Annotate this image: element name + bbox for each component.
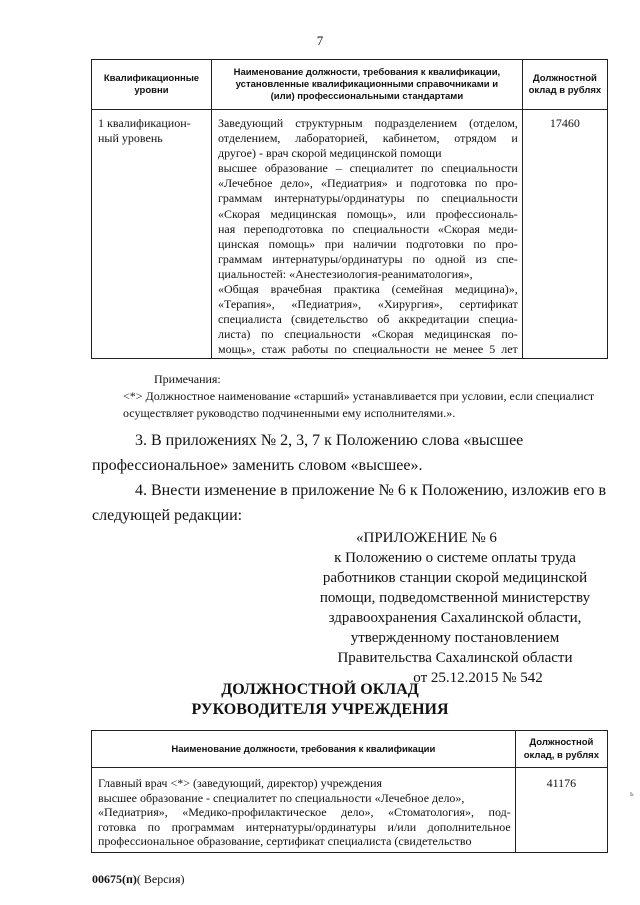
- table-row: [92, 768, 608, 853]
- table-header-row: [92, 731, 608, 768]
- qualification-table: [91, 59, 608, 359]
- description-line: другое) - врач скорой медицинской помощи: [217, 146, 442, 161]
- document-version: ( Версия): [136, 872, 185, 886]
- note-text: <*> Должностное наименование «старший» устанавливается при условии, если специалист осуществляет руководство подчиненными ему исполнителями.».: [123, 389, 595, 420]
- cell-line: ный уровень: [98, 131, 163, 145]
- description-line: Главный врач <*> (заведующий, директор) учреждения: [98, 776, 383, 790]
- header-line: (или) профессиональными стандартами: [270, 90, 464, 102]
- header-line: Должностной: [532, 72, 597, 84]
- header-line: Квалификационные: [103, 72, 200, 84]
- appendix-line: Правительства Сахалинской области: [337, 650, 573, 666]
- description-line: профессиональное образование, сертификат специалиста (свидетельство: [98, 834, 472, 848]
- salary-cell: 41176: [515, 768, 607, 853]
- header-salary: [515, 731, 607, 768]
- description-line: готовка по программам интернатуры/ординатуры и/или дополнительное: [98, 819, 511, 834]
- title-line: ДОЛЖНОСТНОЙ ОКЛАД: [221, 681, 419, 698]
- paragraph-3-text: 3. В приложениях № 2, 3, 7 к Положению слова «высшее профессиональное» заменить словом «высшее».: [92, 432, 524, 474]
- salary-cell: 17460: [522, 110, 607, 359]
- appendix-heading: «ПРИЛОЖЕНИЕ № 6: [356, 530, 497, 546]
- description-line: «Терапия», «Педиатрия», «Хирургия», сертификат: [217, 297, 518, 312]
- header-line: оклад, в рублях: [523, 750, 599, 761]
- qualification-level-cell: [92, 110, 212, 359]
- description-line: циальностей: «Анестезиология-реаниматология»,: [217, 266, 473, 281]
- description-line: цинская помощь» при наличии подготовки по про-: [217, 236, 518, 251]
- description-line: ная переподготовка по специальности «Скорая меди-: [217, 221, 518, 236]
- description-line: отделением, лабораторией, кабинетом, отрядом и: [217, 131, 518, 146]
- director-salary-table: [91, 730, 608, 853]
- title-line: РУКОВОДИТЕЛЯ УЧРЕЖДЕНИЯ: [191, 701, 449, 718]
- description-line: высшее образование - специалитет по специальности «Лечебное дело»,: [98, 790, 465, 805]
- description-line: граммам интернатуры/ординатуры по специальности: [217, 191, 518, 206]
- paragraph-4: [92, 478, 608, 528]
- description-line: листа) по специальности «Скорая медицинская по-: [217, 327, 518, 342]
- appendix-line: помощи, подведомственной министерству: [319, 590, 591, 606]
- document-footer: [92, 872, 185, 887]
- description-line: высшее образование – специалитет по специальности: [217, 161, 518, 176]
- header-qualification-levels: [92, 60, 212, 110]
- header-line: Наименование должности, требования к квалификации,: [233, 66, 501, 78]
- paragraph-4-text: 4. Внести изменение в приложение № 6 к Положению, изложив его в следующей редакции:: [92, 482, 607, 524]
- description-line: «Педиатрия», «Медико-профилактическое дело», «Стоматология», под-: [98, 805, 511, 819]
- header-position-requirements: Наименование должности, требования к квалификации: [92, 731, 516, 768]
- paragraph-3: [92, 428, 608, 478]
- appendix-line: к Положению о системе оплаты труда: [334, 550, 576, 566]
- section-title: [0, 680, 640, 720]
- description-line: «Лечебное дело», «Педиатрия» и подготовка по про-: [217, 176, 518, 191]
- header-line: Должностной: [529, 737, 594, 748]
- appendix-line: от 25.12.2015 № 542: [413, 670, 543, 686]
- appendix-line: здравоохранения Сахалинской области,: [328, 610, 582, 626]
- description-line: «Общая врачебная практика (семейная медицина)»,: [217, 282, 518, 297]
- description-line: мощь», стаж работы по специальности не менее 5 лет: [217, 342, 518, 357]
- header-position-requirements: [211, 60, 522, 110]
- position-description-cell: [211, 110, 522, 359]
- appendix-line: работников станции скорой медицинской: [322, 570, 588, 586]
- cell-line: 1 квалификацион-: [98, 116, 191, 130]
- table-row: [92, 110, 608, 359]
- description-line: специалиста (свидетельство об аккредитации специа-: [217, 312, 518, 327]
- description-line: граммам интернатуры/ординатуры по одной из спе-: [217, 251, 518, 266]
- position-description-cell: [92, 768, 516, 853]
- document-code: 00675(п): [92, 872, 137, 886]
- scan-mark: ь: [630, 789, 634, 798]
- header-salary: [522, 60, 607, 110]
- header-line: уровни: [134, 84, 169, 96]
- appendix-block: [300, 528, 610, 688]
- description-line: «Скорая медицинская помощь», или профессиональ-: [217, 206, 518, 221]
- table-header-row: [92, 60, 608, 110]
- header-line: установленные квалификационными справочниками и: [235, 78, 499, 90]
- appendix-line: утвержденному постановлением: [350, 630, 560, 646]
- header-line: оклад в рублях: [528, 84, 602, 96]
- description-line: Заведующий структурным подразделением (отделом,: [217, 116, 518, 130]
- page-number: 7: [316, 33, 324, 48]
- notes-title: Примечания:: [154, 372, 221, 386]
